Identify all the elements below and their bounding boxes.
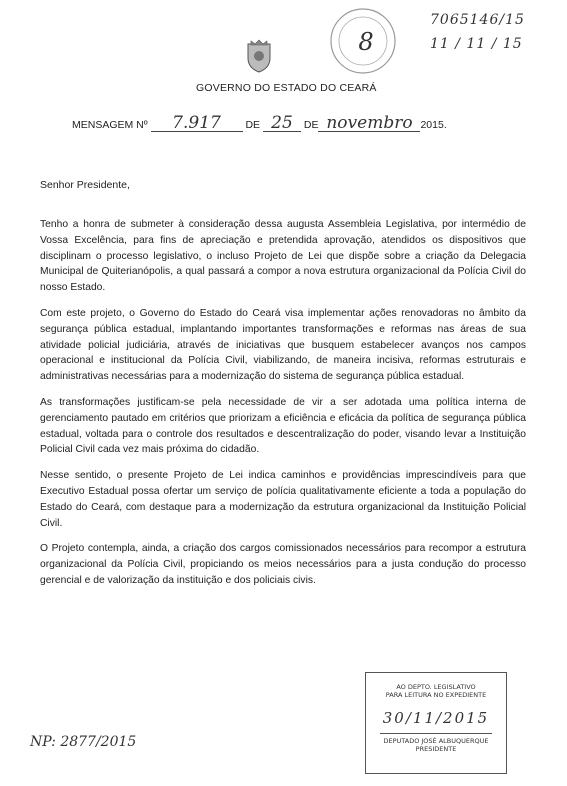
stamp-date: 30/11/2015: [382, 709, 490, 727]
stamp-reading-line: PARA LEITURA NO EXPEDIENTE: [385, 691, 487, 699]
salutation: Senhor Presidente,: [40, 179, 130, 191]
handwritten-np-number: NP: 2877/2015: [30, 734, 137, 750]
body-paragraph: As transformações justificam-se pela necessidade de vir a ser adotada uma política interna de gerenciamento pautado em critérios que priorizam a eficiência e eficácia da política de segurança pública estadual, voltada para o controle dos resultados e descentralização do poder, visando levar a Instituição Policial Civil cada vez mais próxima do cidadão.: [40, 396, 526, 456]
message-year: 2015.: [420, 119, 447, 131]
handwritten-protocol-number: 7065146/15: [430, 12, 525, 28]
stamp-signature-line: [380, 733, 492, 734]
circular-seal-stamp: [328, 6, 398, 76]
message-month-field: [318, 113, 420, 133]
message-number: 7.917: [172, 113, 221, 133]
body-paragraph: Com este projeto, o Governo do Estado do Ceará visa implementar ações renovadoras no âmbito da segurança pública estadual, implantando importantes transformações e reformas nas áreas de sua atividade policial judiciária, através de iniciativas que busquem estabelecer avanços nos campos operacional e institucional da Polícia Civil, viabilizando, de maneira incisiva, reformas estruturais e administrativas necessárias para a modernização do sistema de segurança pública estadual.: [40, 307, 526, 383]
stamp-signer: DEPUTADO JOSÉ ALBUQUERQUE: [383, 737, 489, 745]
message-day-field: [263, 113, 301, 133]
stamp-title: PRESIDENTE: [415, 745, 457, 753]
message-month: novembro: [326, 113, 413, 133]
message-number-line: [72, 113, 447, 133]
message-number-field: [151, 113, 243, 133]
stamp-department-line: AO DEPTO. LEGISLATIVO: [396, 683, 476, 691]
body-paragraph: Tenho a honra de submeter à consideração dessa augusta Assembleia Legislativa, por intermédio de Vossa Excelência, para fins de apreciação e pretendida aprovação, atendidos os dispositivos que disciplinam o processo legislativo, o incluso Projeto de Lei que dispõe sobre a criação da Delegacia Municipal de Quiterianópolis, a qual passará a compor a nova estrutura organizacional da Polícia Civil do nosso Estado.: [40, 219, 526, 294]
message-de-label-2: DE: [303, 119, 319, 131]
message-label: MENSAGEM Nº: [72, 119, 148, 131]
message-de-label: DE: [245, 119, 261, 131]
handwritten-protocol-date: 11 / 11 / 15: [430, 36, 523, 52]
body-paragraph: O Projeto contempla, ainda, a criação dos cargos comissionados necessários para recompor a estrutura organizacional da Polícia Civil, propiciando os meios necessários para a justa condução do processo gerencial e de valorização da instituição e dos policiais civis.: [40, 543, 526, 586]
body-paragraph: Nesse sentido, o presente Projeto de Lei indica caminhos e providências imprescindíveis para que Executivo Estadual possa ofertar um serviço de polícia qualitativamente eficiente a toda a população do Estado do Ceará, com destaque para a modernização da estrutura organizacional da Instituição Policial Civil.: [40, 470, 526, 529]
government-header: GOVERNO DO ESTADO DO CEARÁ: [196, 82, 377, 94]
seal-mark: 8: [358, 28, 374, 56]
handwritten-protocol-note: [430, 8, 525, 56]
legislative-receipt-stamp: [365, 672, 507, 774]
message-body: [40, 217, 526, 599]
message-day: 25: [271, 113, 293, 133]
state-coat-of-arms-icon: [244, 38, 274, 74]
